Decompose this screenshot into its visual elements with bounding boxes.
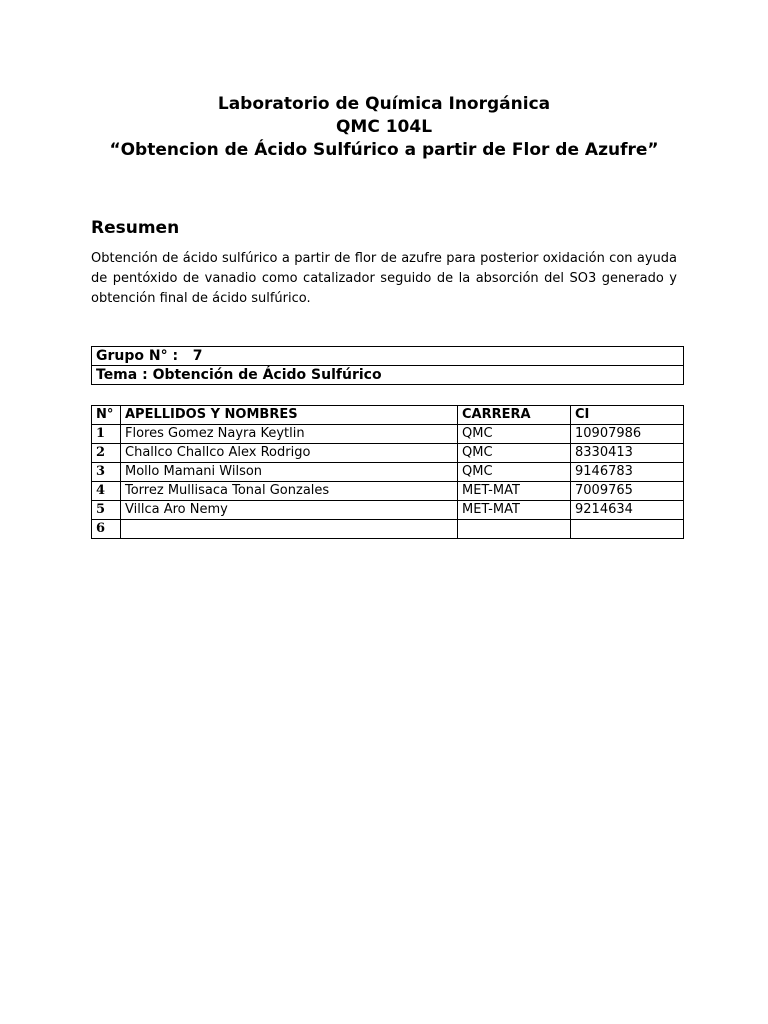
row-career: MET-MAT bbox=[458, 482, 571, 501]
row-ci: 10907986 bbox=[571, 425, 684, 444]
row-number: 6 bbox=[92, 520, 121, 539]
topic-row bbox=[92, 366, 684, 385]
row-career: QMC bbox=[458, 444, 571, 463]
row-name: Mollo Mamani Wilson bbox=[121, 463, 458, 482]
header-career: CARRERA bbox=[458, 406, 571, 425]
summary-text: Obtención de ácido sulfúrico a partir de flor de azufre para posterior oxidación con ayuda de pentóxido de vanadio como catalizador seguido de la absorción del SO3 generado y obtención final de ácido sulfúrico. bbox=[91, 251, 677, 306]
row-career: MET-MAT bbox=[458, 501, 571, 520]
row-ci bbox=[571, 520, 684, 539]
row-name: Torrez Mullisaca Tonal Gonzales bbox=[121, 482, 458, 501]
members-table bbox=[91, 405, 684, 539]
row-number: 5 bbox=[92, 501, 121, 520]
members-header-row bbox=[92, 406, 684, 425]
row-ci: 8330413 bbox=[571, 444, 684, 463]
table-row bbox=[92, 482, 684, 501]
table-row bbox=[92, 501, 684, 520]
row-career bbox=[458, 520, 571, 539]
header-ci: CI bbox=[571, 406, 684, 425]
row-name: Challco Challco Alex Rodrigo bbox=[121, 444, 458, 463]
table-row bbox=[92, 520, 684, 539]
row-name: Villca Aro Nemy bbox=[121, 501, 458, 520]
row-number: 1 bbox=[92, 425, 121, 444]
row-ci: 7009765 bbox=[571, 482, 684, 501]
group-row bbox=[92, 347, 684, 366]
row-number: 3 bbox=[92, 463, 121, 482]
table-row bbox=[92, 463, 684, 482]
row-ci: 9214634 bbox=[571, 501, 684, 520]
summary-heading: Resumen bbox=[91, 218, 180, 238]
group-info-table bbox=[91, 346, 684, 385]
group-number-cell bbox=[92, 347, 684, 366]
title-line-course: QMC 104L bbox=[335, 117, 433, 137]
row-ci: 9146783 bbox=[571, 463, 684, 482]
header-number: N° bbox=[92, 406, 121, 425]
topic-cell: Tema : Obtención de Ácido Sulfúrico bbox=[92, 366, 684, 385]
table-row bbox=[92, 444, 684, 463]
title-line-topic: “Obtencion de Ácido Sulfúrico a partir de Flor de Azufre” bbox=[109, 140, 659, 160]
row-number: 2 bbox=[92, 444, 121, 463]
row-name: Flores Gomez Nayra Keytlin bbox=[121, 425, 458, 444]
row-career: QMC bbox=[458, 425, 571, 444]
document-title bbox=[0, 93, 768, 162]
table-row bbox=[92, 425, 684, 444]
group-number: 7 bbox=[192, 348, 203, 364]
title-line-lab: Laboratorio de Química Inorgánica bbox=[217, 94, 551, 114]
header-names: APELLIDOS Y NOMBRES bbox=[121, 406, 458, 425]
row-career: QMC bbox=[458, 463, 571, 482]
row-name bbox=[121, 520, 458, 539]
row-number: 4 bbox=[92, 482, 121, 501]
group-label: Grupo N° : bbox=[96, 348, 179, 364]
